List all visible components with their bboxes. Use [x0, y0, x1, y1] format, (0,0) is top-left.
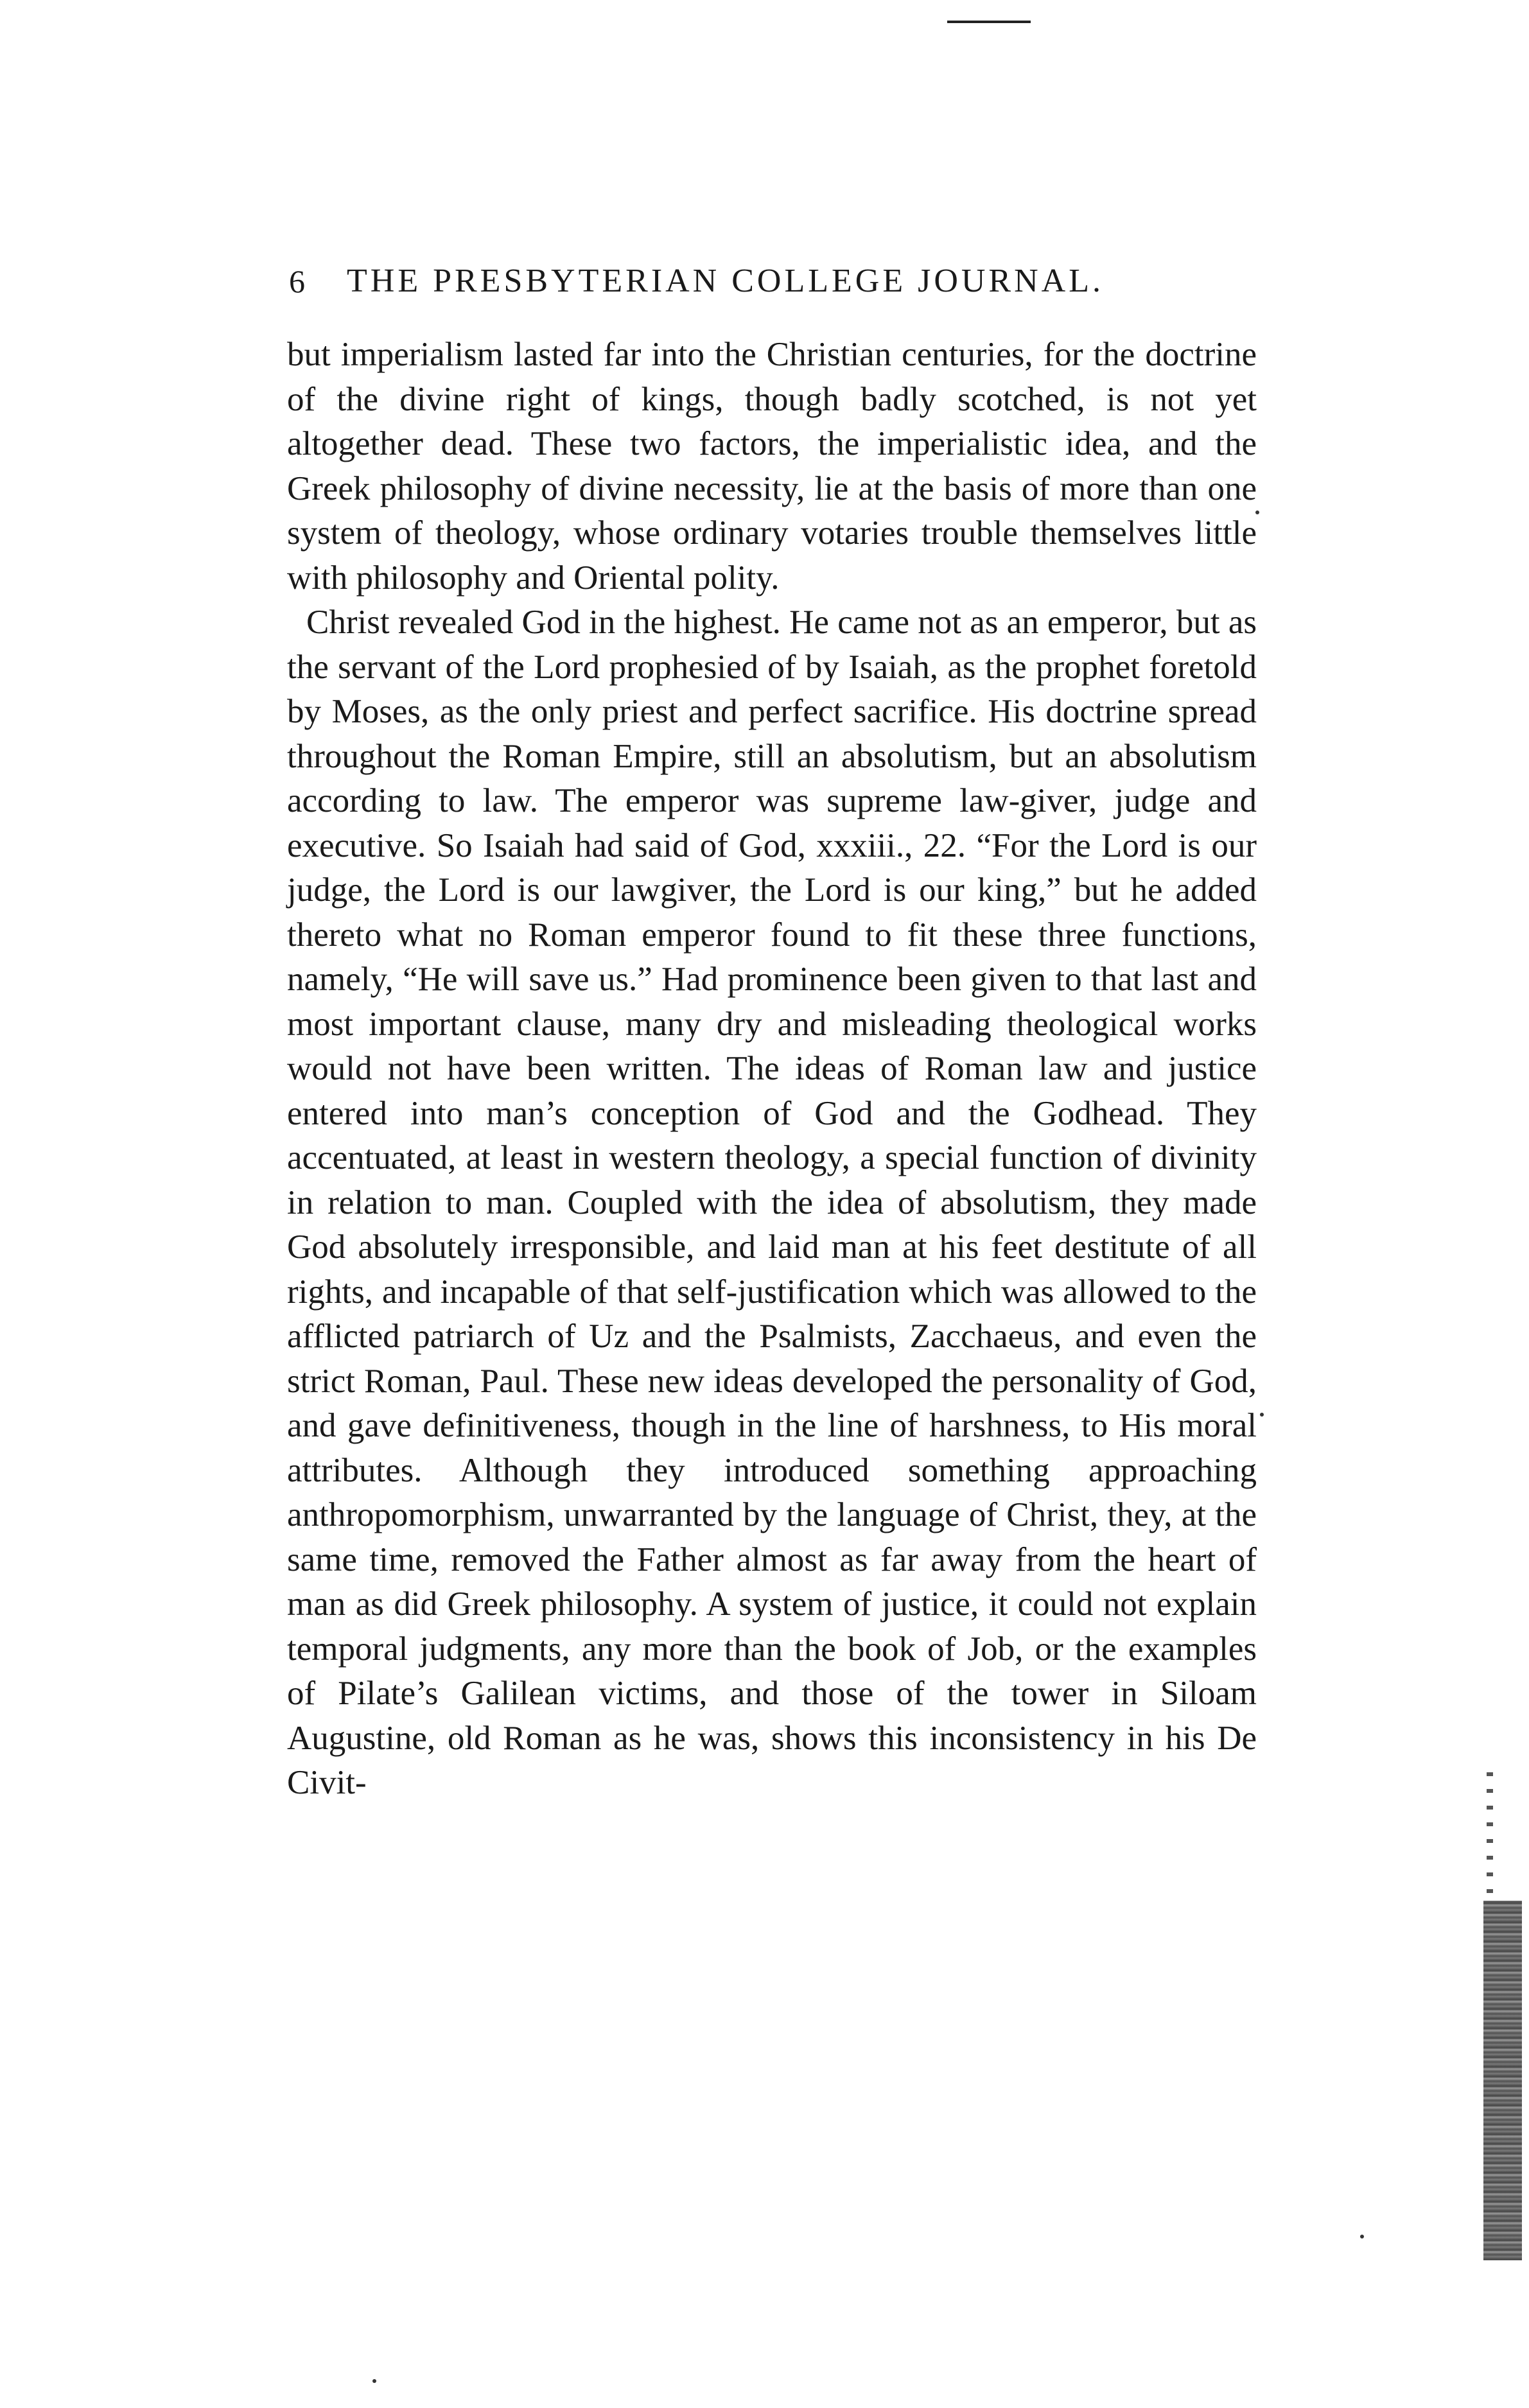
- paragraph-2: Christ revealed God in the highest. He came not as an emperor, but as the servant of the Lord prophesied of by Isaiah, as the prophet foretold by Moses, as the only priest and perfect sacrifice. His doctrine spread throughout the Roman Empire, still an absolutism, but an absolutism according to law. The emperor was supreme law-giver, judge and executive. So Isaiah had said of God, xxxiii., 22. “For the Lord is our judge, the Lord is our lawgiver, the Lord is our king,” but he added thereto what no Roman emperor found to fit these three functions, namely, “He will save us.” Had prominence been given to that last and most important clause, many dry and misleading theological works would not have been written. The ideas of Roman law and justice entered into man’s conception of God and the Godhead. They accentuated, at least in western theology, a special function of divinity in relation to man. Coupled with the idea of absolutism, they made God absolutely irresponsible, and laid man at his feet destitute of all rights, and incapable of that self-justification which was allowed to the afflicted patriarch of Uz and the Psalmists, Zacchaeus, and even the strict Roman, Paul. These new ideas developed the personality of God, and gave definitiveness, though in the line of harshness, to His moral attributes. Although they introduced something approaching anthropomorphism, unwarranted by the language of Christ, they, at the same time, removed the Father almost as far away from the heart of man as did Greek philosophy. A system of justice, it could not explain temporal judgments, any more than the book of Job, or the examples of Pilate’s Galilean victims, and those of the tower in Siloam Augustine, old Roman as he was, shows this inconsistency in his De Civit-: [287, 604, 1257, 1801]
- ink-speck: [1255, 510, 1259, 514]
- running-title: THE PRESBYTERIAN COLLEGE JOURNAL.: [347, 263, 1104, 299]
- ink-speck: [1360, 2235, 1364, 2238]
- page-header: [289, 262, 1265, 307]
- ink-speck: [1260, 1413, 1264, 1417]
- ink-speck: [372, 2379, 376, 2383]
- page-number: 6: [289, 263, 305, 299]
- binding-edge-dots: [1487, 1772, 1493, 1901]
- binding-edge-mark: [1483, 1901, 1522, 2260]
- paragraph-1: but imperialism lasted far into the Christian centuries, for the doctrine of the divine right of kings, though badly scotched, is not yet altogether dead. These two factors, the imperialistic idea, and the Greek philosophy of divine necessity, lie at the basis of more than one system of theology, whose ordinary votaries trouble themselves little with philosophy and Oriental polity.: [287, 336, 1257, 597]
- top-rule: [947, 21, 1031, 23]
- body-text: [287, 333, 1257, 1806]
